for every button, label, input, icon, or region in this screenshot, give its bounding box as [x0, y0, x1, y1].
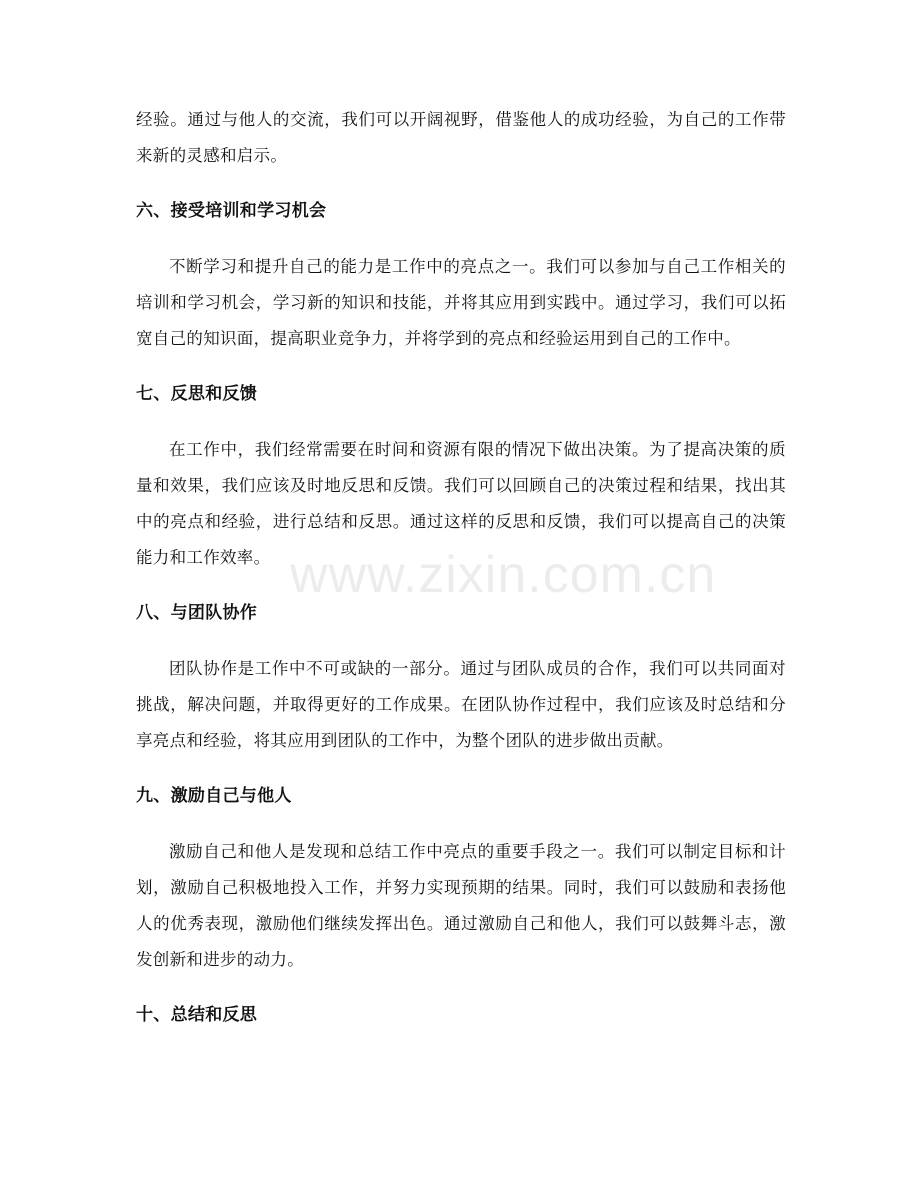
paragraph-motivation: 激励自己和他人是发现和总结工作中亮点的重要手段之一。我们可以制定目标和计划，激励自己积极地投入工作，并努力实现预期的结果。同时，我们可以鼓励和表扬他人的优秀表现，激励他们继续发挥出色。通过激励自己和他人，我们可以鼓舞斗志，激发创新和进步的动力。	[136, 842, 786, 969]
spacer	[136, 174, 786, 193]
spacer	[136, 978, 786, 997]
section-heading-6: 六、接受培训和学习机会	[136, 201, 327, 221]
paragraph-training: 不断学习和提升自己的能力是工作中的亮点之一。我们可以参加与自己工作相关的培训和学习机会，学习新的知识和技能，并将其应用到实践中。通过学习，我们可以拓宽自己的知识面，提高职业竞争力，并将学到的亮点和经验运用到自己的工作中。	[136, 257, 786, 348]
paragraph-reflection: 在工作中，我们经常需要在时间和资源有限的情况下做出决策。为了提高决策的质量和效果，我们应该及时地反思和反馈。我们可以回顾自己的决策过程和结果，找出其中的亮点和经验，进行总结和反思。通过这样的反思和反馈，我们可以提高自己的决策能力和工作效率。	[136, 440, 786, 567]
document-body	[136, 102, 786, 1033]
section-heading-8: 八、与团队协作	[136, 603, 258, 623]
spacer	[136, 576, 786, 595]
paragraph-teamwork: 团队协作是工作中不可或缺的一部分。通过与团队成员的合作，我们可以共同面对挑战，解决问题，并取得更好的工作成果。在团队协作过程中，我们应该及时总结和分享亮点和经验，将其应用到团队的工作中，为整个团队的进步做出贡献。	[136, 659, 786, 750]
spacer	[136, 814, 786, 834]
spacer	[136, 631, 786, 651]
section-heading-7: 七、反思和反馈	[136, 384, 258, 404]
section-heading-10: 十、总结和反思	[136, 1005, 258, 1025]
spacer	[136, 759, 786, 778]
spacer	[136, 357, 786, 376]
spacer	[136, 229, 786, 249]
spacer	[136, 412, 786, 432]
paragraph-continued: 经验。通过与他人的交流，我们可以开阔视野，借鉴他人的成功经验，为自己的工作带来新的灵感和启示。	[136, 110, 786, 165]
section-heading-9: 九、激励自己与他人	[136, 786, 292, 806]
watermark: www.zixin.com.cn	[290, 546, 717, 604]
